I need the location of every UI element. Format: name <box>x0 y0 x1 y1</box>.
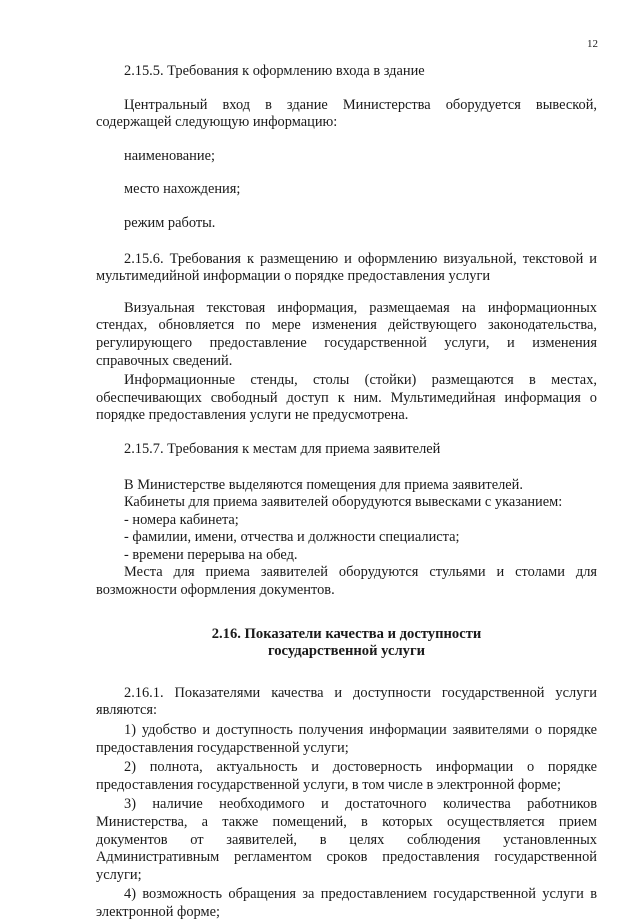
section-2-15-5-intro: Центральный вход в здание Министерства оборудуется вывеской, содержащей следующую информацию: <box>96 96 597 131</box>
list-item: 4) возможность обращения за предоставлением государственной услуги в электронной форме; <box>96 886 597 920</box>
page-number: 12 <box>587 38 598 50</box>
list-item: режим работы. <box>124 214 216 231</box>
paragraph: В Министерстве выделяются помещения для приема заявителей. <box>124 476 523 493</box>
paragraph: Визуальная текстовая информация, размещаемая на информационных стендах, обновляется по мере изменения действующего законодательства, регулирующего предоставление государственной услуги, и изменения справочных сведений. <box>96 299 597 369</box>
list-item: 2) полнота, актуальность и достоверность информации о порядке предоставления государственной услуги, в том числе в электронной форме; <box>96 759 597 793</box>
list-item: 1) удобство и доступность получения информации заявителями о порядке предоставления государственной услуги; <box>96 722 597 756</box>
paragraph: Информационные стенды, столы (стойки) размещаются в местах, обеспечивающих свободный доступ к ним. Мультимедийная информация о порядке предоставления услуги не предусмотрена. <box>96 372 597 424</box>
list-item: - номера кабинета; <box>124 511 239 528</box>
section-2-16-heading: 2.16. Показатели качества и доступности <box>211 625 482 642</box>
paragraph: Места для приема заявителей оборудуются стульями и столами для возможности оформления документов. <box>96 564 597 599</box>
list-item: 3) наличие необходимого и достаточного количества работников Министерства, а также помещений, в которых осуществляется прием документов от заявителей, в целях соблюдения установленных Административным регламентом сроков предоставления государственной услуги; <box>96 796 597 883</box>
paragraph: 2.16.1. Показателями качества и доступности государственной услуги являются: <box>96 684 597 719</box>
section-2-16-heading: государственной услуги <box>267 643 426 660</box>
list-item: - фамилии, имени, отчества и должности специалиста; <box>124 529 460 546</box>
document-body <box>96 63 597 922</box>
list-item: наименование; <box>124 147 215 164</box>
list-item: - времени перерыва на обед. <box>124 546 298 563</box>
paragraph: Кабинеты для приема заявителей оборудуются вывесками с указанием: <box>124 494 563 511</box>
section-2-15-5-title: 2.15.5. Требования к оформлению входа в здание <box>124 63 425 79</box>
list-item: место нахождения; <box>124 181 241 198</box>
section-2-15-7-title: 2.15.7. Требования к местам для приема заявителей <box>124 440 441 457</box>
section-2-15-6-title: 2.15.6. Требования к размещению и оформлению визуальной, текстовой и мультимедийной информации о порядке предоставления услуги <box>96 250 597 285</box>
